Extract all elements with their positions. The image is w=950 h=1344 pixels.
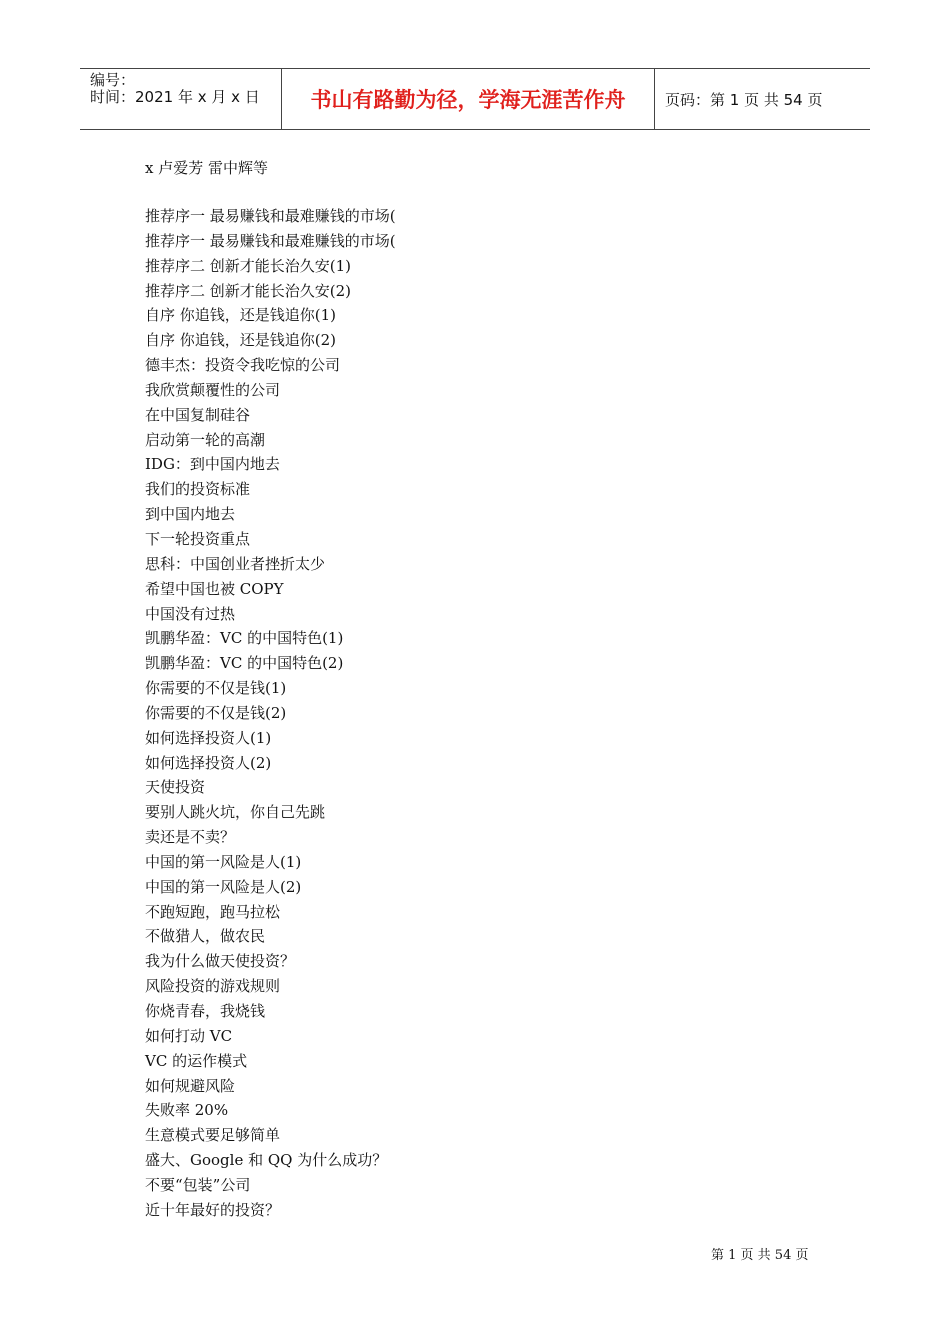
- toc-item: 近十年最好的投资？: [145, 1200, 281, 1219]
- toc-item: 启动第一轮的高潮: [145, 430, 266, 449]
- toc-item: 下一轮投资重点: [145, 529, 251, 548]
- toc-item: 中国没有过热: [145, 604, 236, 623]
- toc-item: 你需要的不仅是钱(1): [145, 679, 287, 698]
- toc-item: VC 的运作模式: [145, 1051, 248, 1070]
- toc-item: 到中国内地去: [145, 505, 236, 524]
- header-motto: 书山有路勤为径，学海无涯苦作舟: [282, 69, 655, 129]
- toc-item: 生意模式要足够简单: [145, 1126, 281, 1145]
- page-footer: 第 1 页 共 54 页: [711, 1248, 809, 1263]
- toc-item: 我欣赏颠覆性的公司: [145, 380, 281, 399]
- toc-item: 要别人跳火坑，你自己先跳: [145, 803, 326, 822]
- toc-item: 中国的第一风险是人(2): [145, 877, 302, 896]
- toc-item: 自序 你追钱，还是钱追你(1): [145, 306, 337, 325]
- toc-item: 推荐序一 最易赚钱和最难赚钱的市场(: [145, 207, 396, 225]
- toc-item: 我为什么做天使投资？: [145, 952, 296, 971]
- toc-item: 天使投资: [145, 778, 206, 797]
- toc-item: 如何选择投资人(2): [145, 753, 272, 772]
- toc-item: 失败率 20%: [145, 1101, 229, 1120]
- table-of-contents: [145, 204, 396, 1223]
- number-label: 编号：: [90, 71, 136, 89]
- page-header: [80, 68, 870, 130]
- toc-item: 凯鹏华盈：VC 的中国特色(2): [145, 654, 344, 673]
- toc-item: 不跑短跑，跑马拉松: [145, 902, 281, 921]
- header-meta: [80, 69, 282, 129]
- toc-item: 不要“包装”公司: [145, 1175, 251, 1194]
- toc-item: IDG：到中国内地去: [145, 455, 280, 474]
- toc-item: 推荐序二 创新才能长治久安(2): [145, 281, 352, 300]
- toc-item: 如何选择投资人(1): [145, 728, 272, 747]
- author-line: x 卢爱芳 雷中辉等: [145, 159, 268, 177]
- toc-item: 凯鹏华盈：VC 的中国特色(1): [145, 629, 344, 648]
- toc-item: 风险投资的游戏规则: [145, 977, 281, 996]
- header-page-info: 页码：第 1 页 共 54 页: [665, 90, 823, 109]
- toc-item: 德丰杰：投资令我吃惊的公司: [145, 356, 341, 375]
- toc-item: 你需要的不仅是钱(2): [145, 703, 287, 722]
- time-label: 时间：2021 年 x 月 x 日: [90, 88, 260, 106]
- toc-item: 如何规避风险: [145, 1076, 236, 1095]
- toc-item: 自序 你追钱，还是钱追你(2): [145, 331, 337, 350]
- toc-item: 推荐序一 最易赚钱和最难赚钱的市场(: [145, 231, 396, 250]
- toc-item: 中国的第一风险是人(1): [145, 852, 302, 871]
- toc-item: 卖还是不卖？: [145, 828, 236, 847]
- toc-item: 我们的投资标准: [145, 480, 251, 499]
- toc-item: 推荐序二 创新才能长治久安(1): [145, 256, 352, 275]
- toc-item: 在中国复制硅谷: [145, 405, 251, 424]
- toc-item: 希望中国也被 COPY: [145, 579, 284, 598]
- toc-item: 不做猎人，做农民: [145, 927, 266, 946]
- toc-item: 如何打动 VC: [145, 1026, 233, 1045]
- toc-item: 盛大、Google 和 QQ 为什么成功？: [145, 1151, 388, 1170]
- toc-item: 思科：中国创业者挫折太少: [145, 554, 326, 573]
- toc-item: 你烧青春，我烧钱: [145, 1002, 266, 1020]
